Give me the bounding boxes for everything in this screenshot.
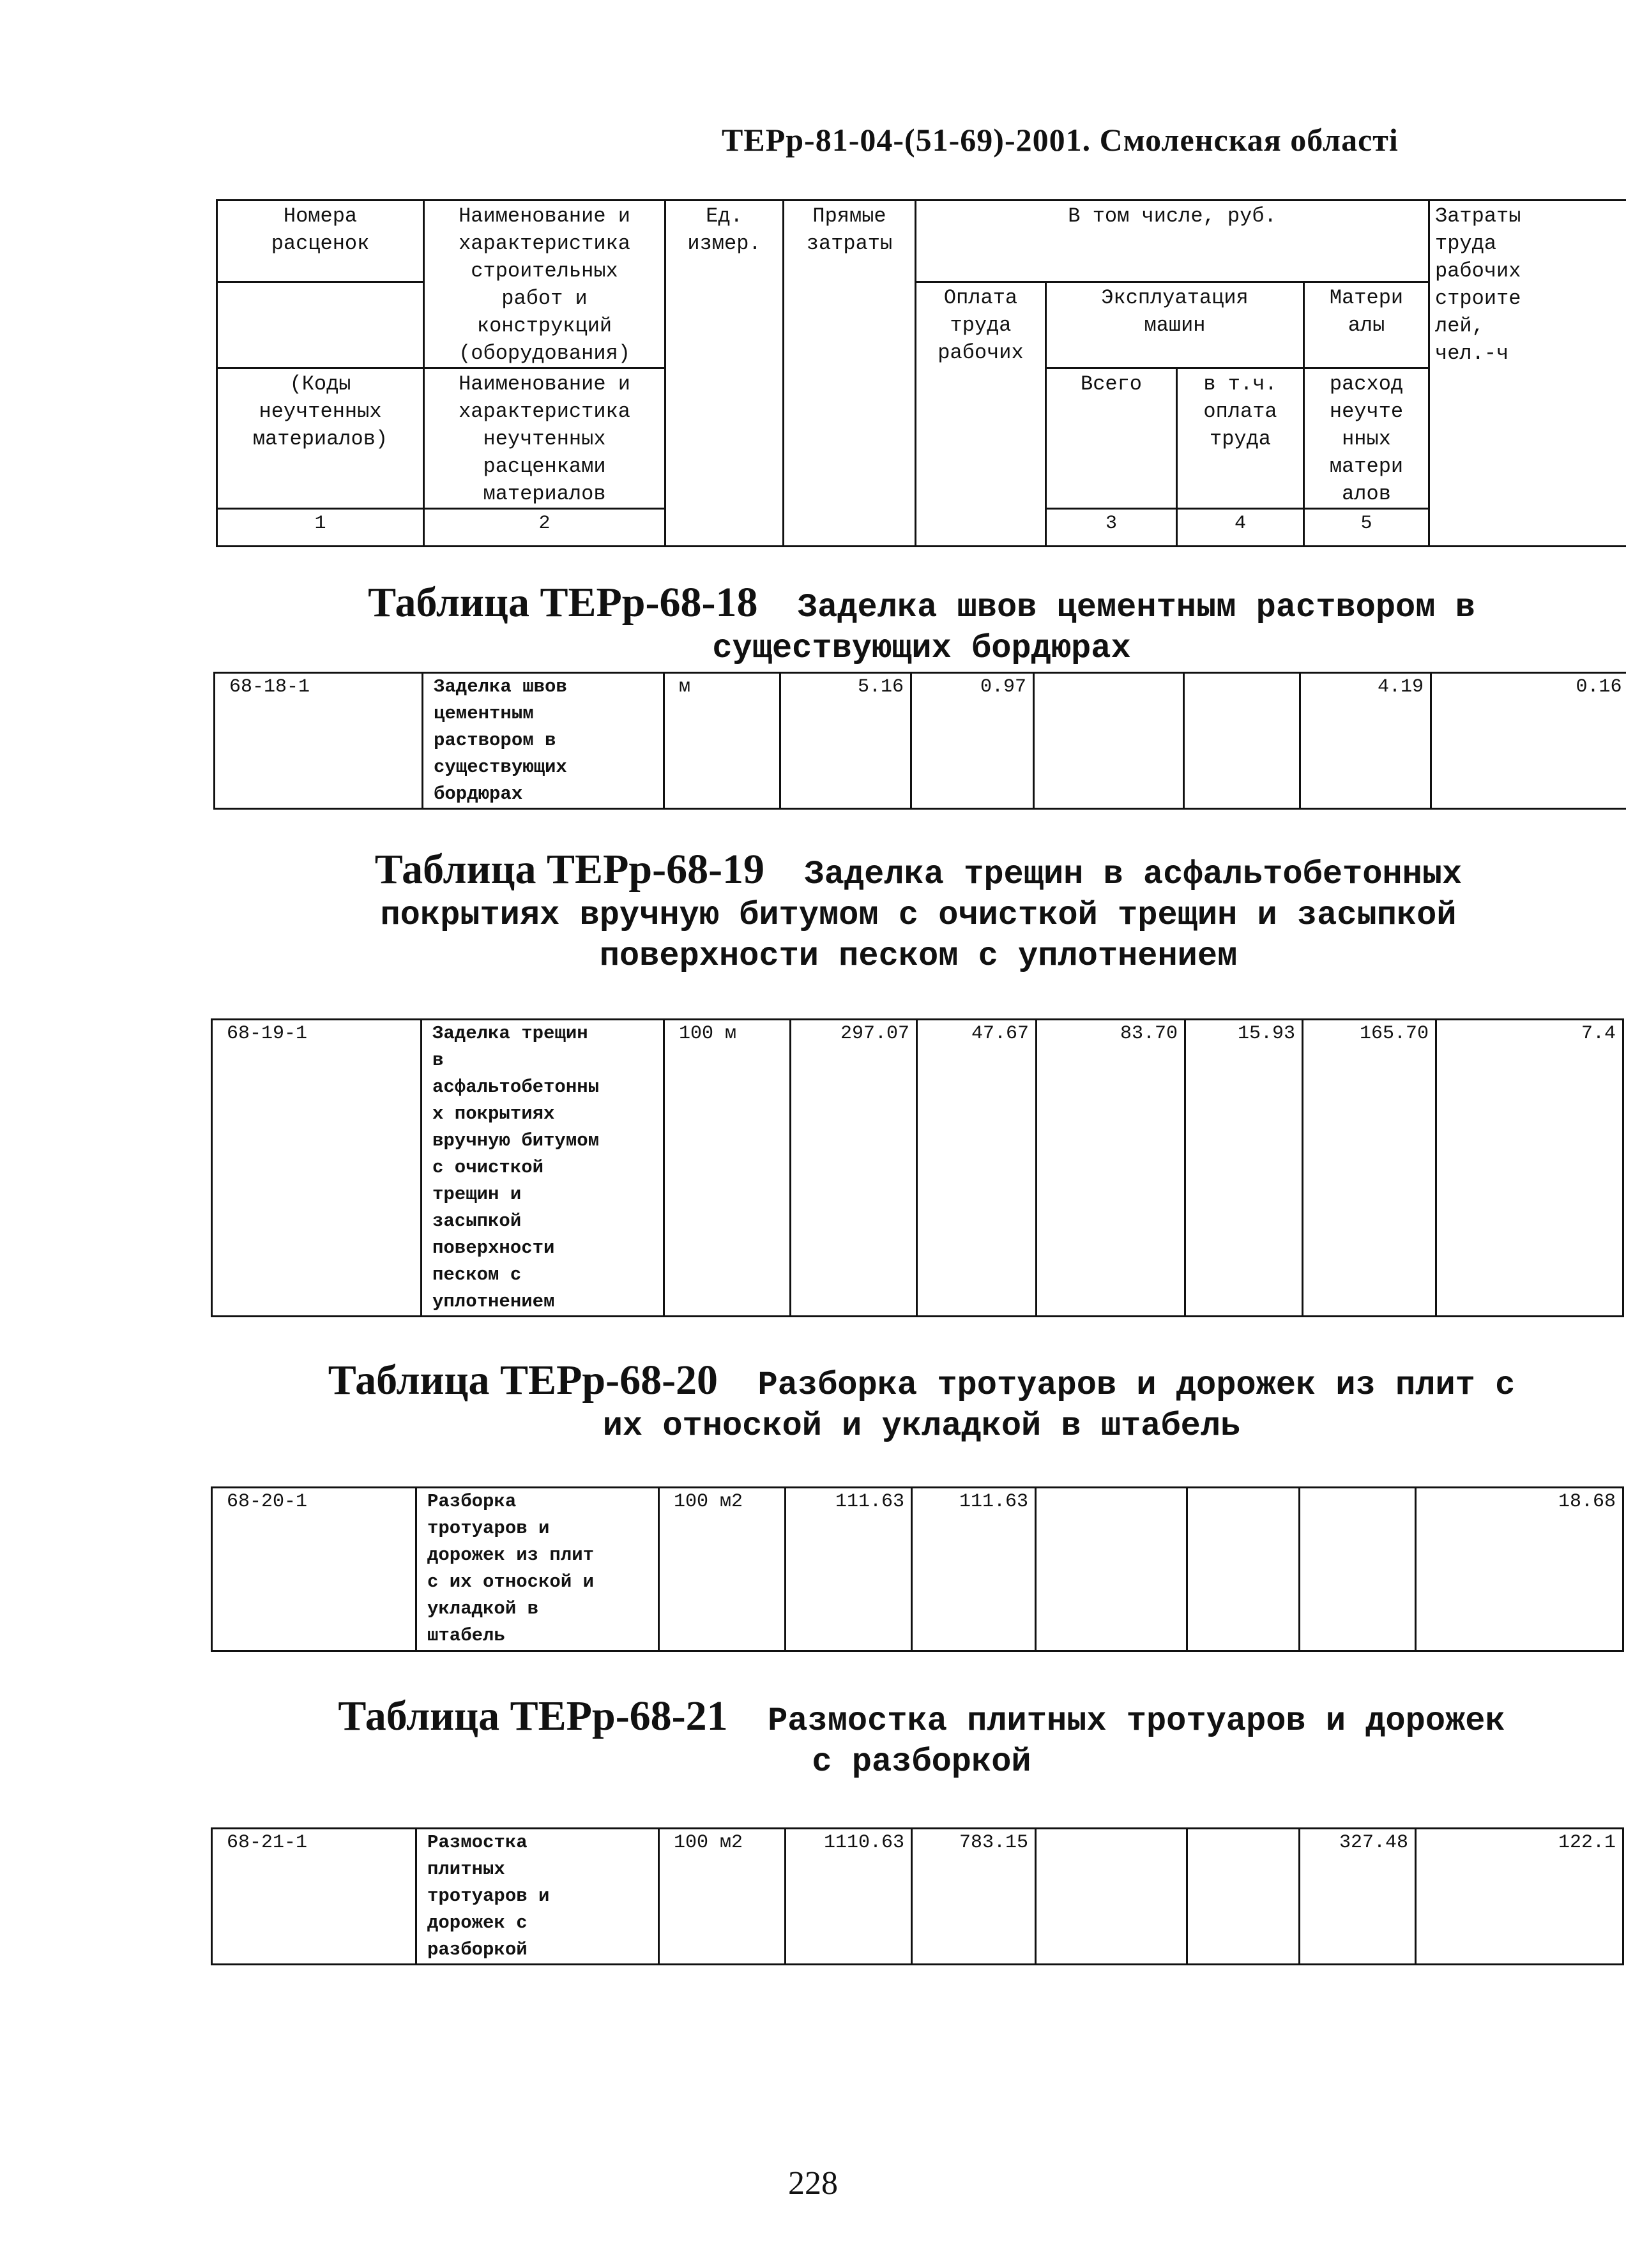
rate-materials: 165.70 [1303,1020,1436,1317]
section-title-line: поверхности песком с уплотнением [599,937,1238,975]
section-title [211,846,1626,977]
rate-table [211,1827,1624,1965]
rate-code: 68-20-1 [212,1488,416,1651]
rate-machines-total [1034,673,1184,809]
column-number: 1 [217,509,424,547]
section-title-line: их отноской и укладкой в штабель [602,1407,1241,1445]
rate-direct: 5.16 [780,673,911,809]
header-labor-pay: Оплата труда рабочих [916,282,1046,547]
rate-direct: 111.63 [786,1488,912,1651]
rate-code: 68-18-1 [215,673,423,809]
rate-labor-cost: 7.4 [1436,1020,1623,1317]
rate-direct: 1110.63 [786,1829,912,1965]
table-row [212,1829,1623,1965]
rate-code: 68-19-1 [212,1020,422,1317]
column-number: 2 [424,509,665,547]
rate-name: Заделка трещин в асфальтобетонны х покрытиях вручную битумом с очисткой трещин и засыпкой поверхности песком с уплотнением [422,1020,664,1317]
section-title-line: Разборка тротуаров и дорожек из плит с [757,1366,1516,1404]
rate-machines-pay: 15.93 [1185,1020,1303,1317]
column-number: 5 [1304,509,1429,547]
header-codes-spacer [217,282,424,368]
rate-machines-total [1036,1829,1187,1965]
table-row [212,1020,1623,1317]
rate-labor-cost: 122.1 [1416,1829,1623,1965]
rate-unit: 100 м [664,1020,791,1317]
table-row [212,1488,1623,1651]
rate-materials: 4.19 [1300,673,1431,809]
rate-table [211,1486,1624,1652]
rate-machines-pay [1187,1829,1300,1965]
rate-machines-total: 83.70 [1037,1020,1185,1317]
rate-code: 68-21-1 [212,1829,416,1965]
section-title-line: Размостка плитных тротуаров и дорожек [768,1702,1505,1740]
rate-labor-pay: 783.15 [912,1829,1036,1965]
rate-direct: 297.07 [791,1020,917,1317]
header-machines: Эксплуатация машин [1046,282,1304,368]
section-label: Таблица ТЕРр-68-21 [338,1693,728,1739]
header-unit: Ед. измер. [665,200,784,547]
rate-labor-pay: 47.67 [917,1020,1037,1317]
rate-labor-pay: 111.63 [912,1488,1036,1651]
table-row [215,673,1626,809]
rate-machines-pay [1184,673,1300,809]
rate-name: Заделка швов цементным раствором в существующих бордюрах [423,673,664,809]
column-number: 4 [1177,509,1304,547]
section-label: Таблица ТЕРр-68-19 [374,846,765,893]
column-header-table [216,199,1626,547]
rate-unit: 100 м2 [659,1488,786,1651]
header-incl: В том числе, руб. [916,200,1429,282]
header-materials: Матери алы [1304,282,1429,368]
header-direct: Прямые затраты [784,200,916,547]
header-machines-total: Всего [1046,368,1177,509]
section-title-line: существующих бордюрах [712,630,1131,667]
header-codes: Номера расценок [217,200,424,282]
rate-name: Разборка тротуаров и дорожек из плит с их отноской и укладкой в штабель [416,1488,659,1651]
header-codes-sub: (Коды неучтенных материалов) [217,368,424,509]
header-machines-pay: в т.ч. оплата труда [1177,368,1304,509]
header-unaccounted: расход неучте нных матери алов [1304,368,1429,509]
header-name: Наименование и характеристика строительных работ и конструкций (оборудования) [424,200,665,368]
rate-machines-total [1036,1488,1187,1651]
rate-labor-cost: 0.16 [1431,673,1626,809]
page-number: 228 [788,2165,838,2202]
section-title-line: Заделка швов цементным раствором в [797,589,1475,626]
rate-unit: м [664,673,780,809]
rate-materials [1300,1488,1416,1651]
section-title [217,1357,1626,1447]
column-number: 3 [1046,509,1177,547]
header-labor-cost: Затраты труда рабочих строите лей, чел.-ч [1429,200,1626,547]
section-label: Таблица ТЕРр-68-20 [328,1357,718,1403]
section-title-line: с разборкой [812,1743,1031,1781]
header-name-sub: Наименование и характеристика неучтенных расценками материалов [424,368,665,509]
rate-materials: 327.48 [1300,1829,1416,1965]
section-title [217,579,1626,669]
rate-table [211,1018,1624,1317]
rate-name: Размостка плитных тротуаров и дорожек с разборкой [416,1829,659,1965]
running-head: ТЕРр-81-04-(51-69)-2001. Смоленская області [722,122,1399,158]
rate-table [213,672,1626,810]
section-title [217,1693,1626,1783]
rate-labor-pay: 0.97 [911,673,1034,809]
rate-unit: 100 м2 [659,1829,786,1965]
rate-machines-pay [1187,1488,1300,1651]
section-title-line: Заделка трещин в асфальтобетонных [804,856,1463,893]
rate-labor-cost: 18.68 [1416,1488,1623,1651]
section-title-line: покрытиях вручную битумом с очисткой трещин и засыпкой [380,896,1457,934]
section-label: Таблица ТЕРр-68-18 [368,579,758,626]
